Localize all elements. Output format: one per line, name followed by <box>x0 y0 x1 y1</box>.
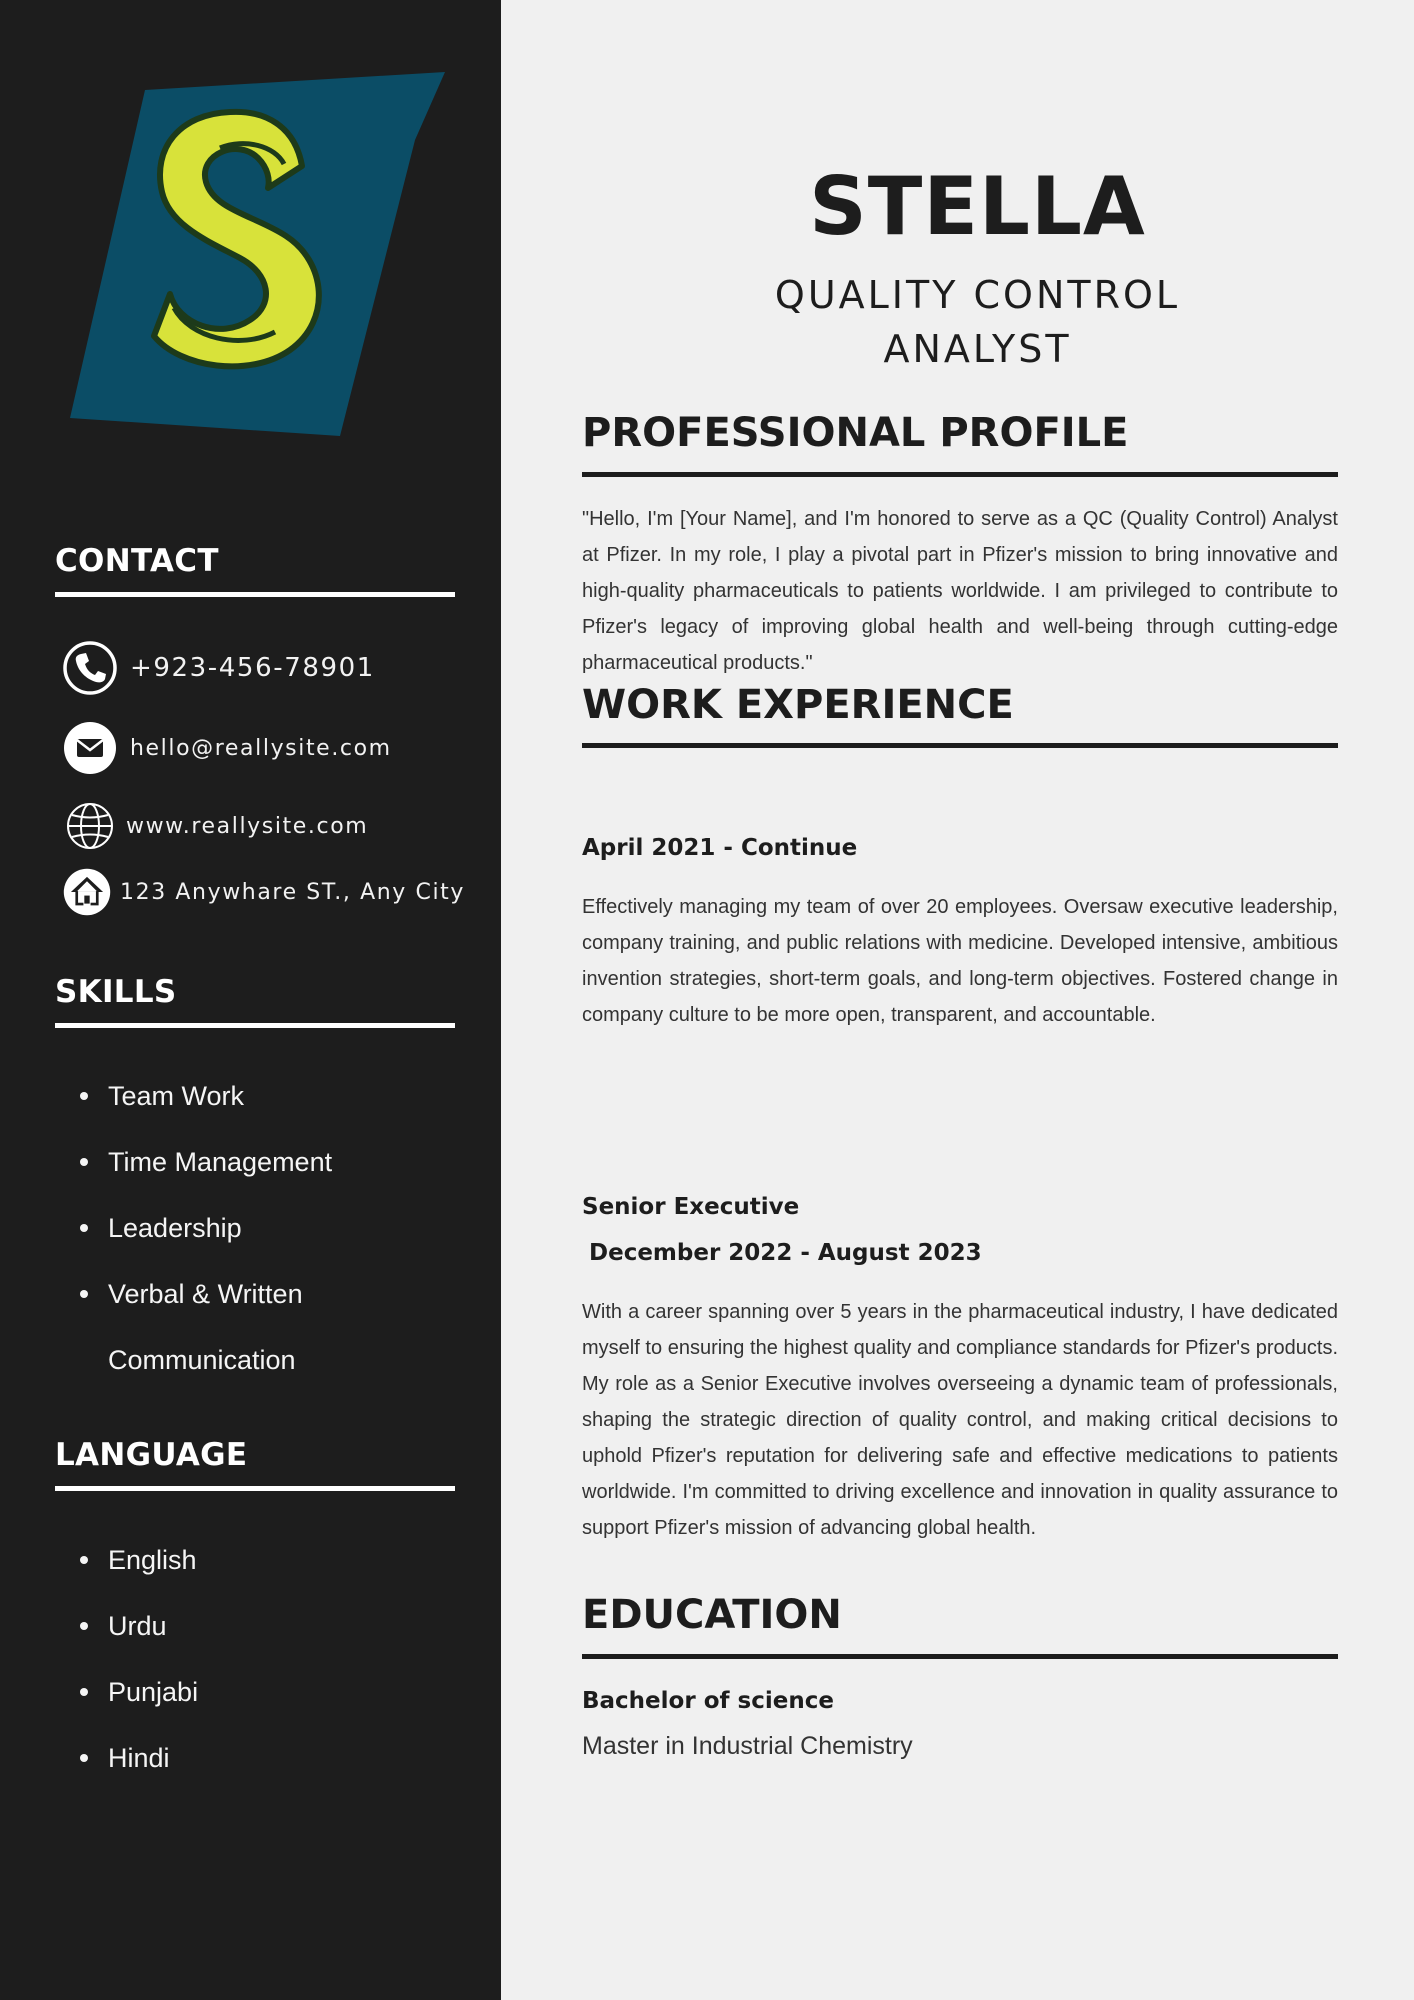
contact-website[interactable] <box>62 797 368 855</box>
education-divider <box>582 1654 1338 1659</box>
address-text: 123 Anywhare ST., Any City <box>120 879 466 905</box>
list-item: Urdu <box>0 1593 468 1659</box>
list-item: Hindi <box>0 1725 468 1791</box>
list-item: English <box>0 1527 468 1593</box>
globe-icon <box>62 798 118 854</box>
job-2-description: With a career spanning over 5 years in the pharmaceutical industry, I have dedicated myself to ensuring the highest quality and compliance standards for Pfizer's products. My role as a Senior Executive involves overseeing a dynamic team of professionals, shaping the strategic direction of quality control, and making critical decisions to uphold Pfizer's reputation for delivering safe and effective medications to patients worldwide. I'm committed to driving excellence and innovation in quality assurance to support Pfizer's mission of advancing global health. <box>582 1301 1338 1539</box>
skills-list <box>0 1063 468 1393</box>
list-item: Punjabi <box>0 1659 468 1725</box>
education-heading: EDUCATION <box>582 1592 842 1638</box>
profile-heading: PROFESSIONAL PROFILE <box>582 410 1129 456</box>
experience-heading: WORK EXPERIENCE <box>582 682 1014 728</box>
contact-phone[interactable] <box>62 639 375 697</box>
list-item: Leadership <box>0 1195 468 1261</box>
contact-email[interactable] <box>62 719 392 777</box>
letter-s-logo-icon <box>70 68 450 440</box>
education-detail: Master in Industrial Chemistry <box>582 1732 913 1760</box>
list-item: Communication <box>108 1345 296 1375</box>
email-text: hello@reallysite.com <box>130 735 392 761</box>
list-item: Team Work <box>0 1063 468 1129</box>
skills-divider <box>55 1023 455 1028</box>
job-1-dates: April 2021 - Continue <box>582 835 858 861</box>
contact-address[interactable] <box>62 863 465 921</box>
list-item: Time Management <box>0 1129 468 1195</box>
education-degree: Bachelor of science <box>582 1688 834 1714</box>
language-list <box>0 1527 468 1791</box>
profile-text: "Hello, I'm [Your Name], and I'm honored to serve as a QC (Quality Control) Analyst at Pfizer. In my role, I play a pivotal part in Pfizer's mission to bring innovative and high-quality pharmaceuticals to patients worldwide. I am privileged to contribute to Pfizer's legacy of improving global health and well-being through cutting-edge pharmaceutical products." <box>582 508 1338 674</box>
home-icon <box>62 867 112 917</box>
skills-heading: SKILLS <box>55 974 177 1010</box>
website-text: www.reallysite.com <box>126 813 369 839</box>
language-divider <box>55 1486 455 1491</box>
sidebar <box>0 0 501 2000</box>
email-icon <box>62 720 118 776</box>
phone-icon <box>62 640 118 696</box>
person-name: STELLA <box>809 160 1146 253</box>
profile-divider <box>582 472 1338 477</box>
job-title: QUALITY CONTROL ANALYST <box>774 273 1181 371</box>
job-2-title: Senior Executive <box>582 1194 800 1220</box>
job-1-description: Effectively managing my team of over 20 employees. Oversaw executive leadership, company training, and public relations with medicine. Developed intensive, ambitious invention strategies, short-term goals, and long-term objectives. Fostered change in company culture to be more open, transparent, and accountable. <box>582 896 1338 1026</box>
contact-divider <box>55 592 455 597</box>
contact-heading: CONTACT <box>55 543 219 579</box>
job-2-dates: December 2022 - August 2023 <box>589 1240 982 1266</box>
phone-text: +923-456-78901 <box>130 653 375 683</box>
experience-divider <box>582 743 1338 748</box>
language-heading: LANGUAGE <box>55 1437 248 1473</box>
main-content <box>501 0 1414 2000</box>
list-item: Verbal & Written <box>0 1261 468 1327</box>
